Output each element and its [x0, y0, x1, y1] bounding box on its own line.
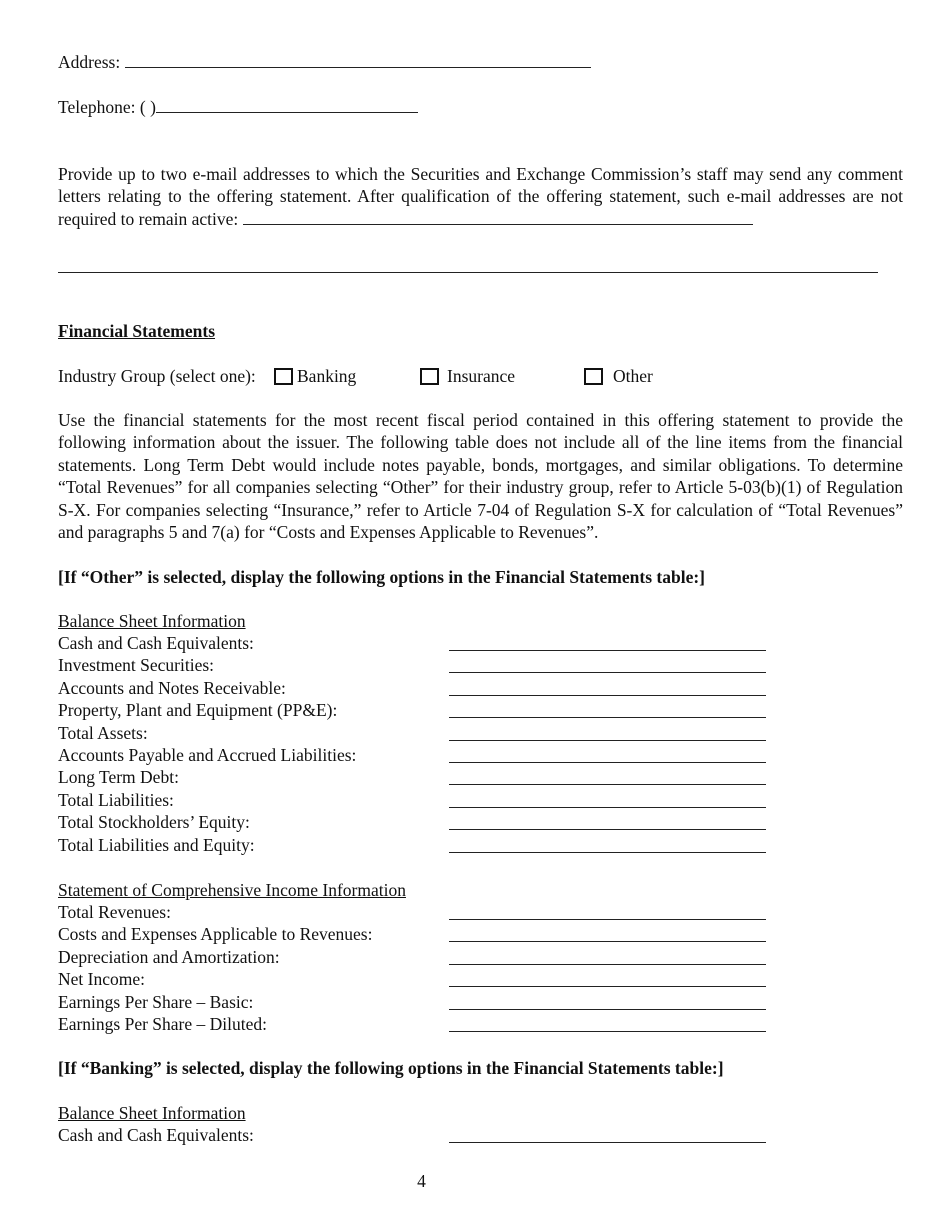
telephone-label: Telephone: ( )	[58, 97, 156, 117]
income-item-value-field[interactable]	[449, 919, 766, 920]
email-instructions	[58, 163, 903, 230]
income-item-value-field[interactable]	[449, 1009, 766, 1010]
balance-item-value-field[interactable]	[449, 807, 766, 808]
balance-item-value-field[interactable]	[449, 717, 766, 718]
balance-item-value-field[interactable]	[449, 784, 766, 785]
balance-item-value-field[interactable]	[449, 740, 766, 741]
banking-balance-item-value-field[interactable]	[449, 1142, 766, 1143]
balance-item-label: Total Liabilities:	[58, 789, 174, 810]
income-item-label: Earnings Per Share – Diluted:	[58, 1014, 267, 1034]
industry-option-other[interactable]	[584, 365, 653, 387]
telephone-field[interactable]	[156, 98, 418, 113]
balance-item-label: Investment Securities:	[58, 655, 215, 676]
banking-balance-sheet-heading: Balance Sheet Information	[58, 1103, 246, 1123]
other-selected-note: [If “Other” is selected, display the following options in the Financial Statements table:]	[58, 567, 705, 587]
balance-item-label: Total Stockholders’ Equity:	[58, 812, 250, 833]
income-item-value-field[interactable]	[449, 964, 766, 965]
telephone-row	[58, 96, 418, 118]
income-item-label: Net Income:	[58, 969, 145, 990]
address-label: Address:	[58, 52, 121, 72]
balance-item-value-field[interactable]	[449, 650, 766, 651]
income-item-label: Costs and Expenses Applicable to Revenues:	[58, 924, 373, 945]
other-label: Other	[613, 366, 653, 386]
balance-item-label: Cash and Cash Equivalents:	[58, 633, 254, 653]
income-statement-heading: Statement of Comprehensive Income Information	[58, 880, 406, 900]
balance-item-label: Long Term Debt:	[58, 767, 179, 788]
balance-item-label: Property, Plant and Equipment (PP&E):	[58, 700, 338, 721]
balance-item-value-field[interactable]	[449, 762, 766, 763]
financial-instructions: Use the financial statements for the most recent fiscal period contained in this offering statement to provide the following information about the issuer. The following table does not include all of the line items from the financial statements. Long Term Debt would include notes payable, bonds, mortgages, and similar obligations. To determine “Total Revenues” for all companies selecting “Other” for their industry group, refer to Article 5-03(b)(1) of Regulation S-X. For companies selecting “Insurance,” refer to Article 7-04 of Regulation S-X for calculation of “Total Revenues” and paragraphs 5 and 7(a) for “Costs and Expenses Applicable to Revenues”.	[58, 410, 903, 543]
income-item-value-field[interactable]	[449, 941, 766, 942]
email-field-1[interactable]	[243, 210, 753, 225]
insurance-label: Insurance	[447, 366, 516, 386]
page-number: 4	[417, 1171, 426, 1191]
income-item-label: Depreciation and Amortization:	[58, 946, 280, 967]
other-checkbox[interactable]	[584, 368, 603, 385]
banking-selected-note: [If “Banking” is selected, display the following options in the Financial Statements table:]	[58, 1058, 724, 1078]
balance-item-value-field[interactable]	[449, 852, 766, 853]
income-item-value-field[interactable]	[449, 986, 766, 987]
email-field-2[interactable]	[58, 272, 878, 273]
balance-item-value-field[interactable]	[449, 672, 766, 673]
balance-item-label: Accounts and Notes Receivable:	[58, 677, 286, 698]
balance-sheet-heading: Balance Sheet Information	[58, 611, 246, 631]
address-row	[58, 51, 591, 73]
banking-label: Banking	[297, 366, 357, 386]
balance-item-value-field[interactable]	[449, 829, 766, 830]
address-field[interactable]	[125, 53, 591, 68]
industry-group-label: Industry Group (select one):	[58, 366, 256, 386]
balance-item-label: Accounts Payable and Accrued Liabilities:	[58, 745, 357, 765]
balance-item-label: Total Liabilities and Equity:	[58, 834, 255, 855]
insurance-checkbox[interactable]	[420, 368, 439, 385]
banking-balance-item-label: Cash and Cash Equivalents:	[58, 1125, 254, 1145]
balance-item-value-field[interactable]	[449, 695, 766, 696]
banking-checkbox[interactable]	[274, 368, 293, 385]
financial-statements-heading: Financial Statements	[58, 321, 216, 341]
industry-option-banking[interactable]	[274, 365, 356, 387]
industry-option-insurance[interactable]	[420, 365, 515, 387]
income-item-value-field[interactable]	[449, 1031, 766, 1032]
email-paragraph: Provide up to two e-mail addresses to which the Securities and Exchange Commission’s staff may send any comment letters relating to the offering statement. After qualification of the offering statement, such e-mail addresses are not required to remain active:	[58, 164, 903, 229]
income-item-label: Total Revenues:	[58, 902, 171, 922]
income-item-label: Earnings Per Share – Basic:	[58, 991, 254, 1012]
balance-item-label: Total Assets:	[58, 722, 148, 743]
